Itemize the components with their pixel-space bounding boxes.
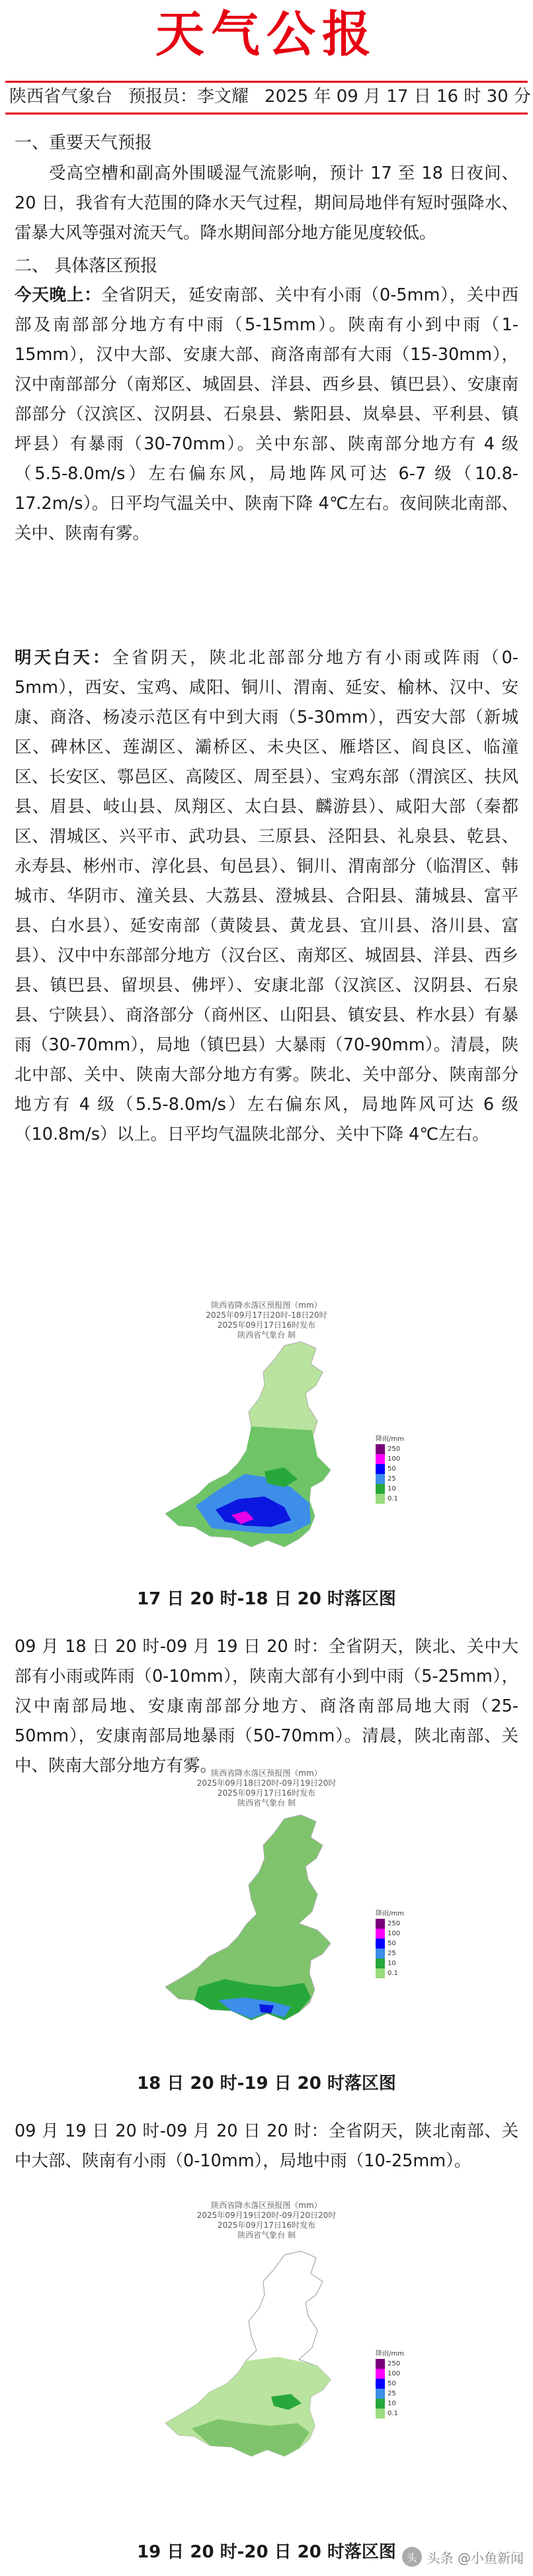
legend-swatch [376,2389,385,2399]
tomorrow-text: 全省阴天，陕北北部部分地方有小雨或阵雨（0-5mm），西安、宝鸡、咸阳、铜川、渭南、延安、榆林、汉中、安康、商洛、杨凌示范区有中到大雨（5-30mm），西安大部（新城区、碑林区、莲湖区、灞桥区、未央区、雁塔区、阎良区、临潼区、长安区、鄠邑区、高陵区、周至县）、宝鸡东部（渭滨区、扶风县、眉县、岐山县、凤翔区、太白县、麟游县）、咸阳大部（秦都区、渭城区、兴平市、武功县、三原县、泾阳县、礼泉县、乾县、永寿县、彬州市、淳化县、旬邑县）、铜川、渭南部分（临渭区、韩城市、华阴市、潼关县、大荔县、澄城县、合阳县、蒲城县、富平县、白水县）、延安南部（黄陵县、黄龙县、宜川县、洛川县、富县）、汉中中东部部分地方（汉台区、南郑区、城固县、洋县、西乡县、镇巴县、留坝县、佛坪）、安康北部（汉滨区、汉阴县、石泉县、宁陕县）、商洛部分（商州区、山阳县、镇安县、柞水县）有暴雨（30-70mm），局地（镇巴县）大暴雨（70-90mm）。清晨，陕北中部、关中、陕南大部分地方有雾。陕北、关中部分、陕南部分地方有 4 级（5.5-8.0m/s）左右偏东风，局地阵风可达 6 级（10.8m/s）以上。日平均气温陕北部分、关中下降 4℃左右。 [15,648,518,1144]
tonight-forecast [15,281,518,549]
legend-swatch [376,1474,385,1484]
legend-label: 50 [388,2380,396,2387]
forecaster-name: 预报员：李文耀 [128,87,249,107]
map-1-legend [376,1433,404,1504]
legend-swatch [376,2399,385,2409]
map-2-issue: 2025年09月17日16时发布 [217,1788,316,1798]
map-1-graphic [0,1301,533,1579]
legend-swatch [376,1929,385,1939]
map-2-caption: 18 日 20 时-19 日 20 时落区图 [137,2074,396,2093]
tomorrow-forecast [15,643,518,1150]
legend-label: 10 [388,1960,396,1967]
legend-label: 250 [388,1446,401,1453]
legend-scale [376,2359,404,2418]
legend-swatch [376,1939,385,1949]
tonight-text: 全省阴天，延安南部、关中有小雨（0-5mm），关中西部及南部部分地方有中雨（5-15mm）。陕南有小到中雨（1-15mm），汉中大部、安康大部、商洛南部有大雨（15-30mm），汉中南部部分（南郑区、城固县、洋县、西乡县、镇巴县）、安康南部部分（汉滨区、汉阴县、石泉县、紫阳县、岚皋县、平利县、镇坪县）有暴雨（30-70mm）。关中东部、陕南部分地方有 4 级（5.5-8.0m/s）左右偏东风，局地阵风可达 6-7 级（10.8-17.2m/s）。日平均气温关中、陕南下降 4℃左右。夜间陕北南部、关中、陕南有雾。 [15,285,518,543]
period3-forecast [15,2117,518,2176]
legend-swatch [376,1968,385,1978]
precip-map-3 [0,2201,533,2532]
legend-label: 10 [388,1485,396,1493]
legend-unit: 降雨/mm [376,1436,404,1443]
section1-body: 受高空槽和副高外围暖湿气流影响，预计 17 至 18 日夜间、20 日，我省有大范围的降水天气过程，期间局地伴有短时强降水、雷暴大风等强对流天气。降水期间部分地方能见度较低。 [15,163,518,243]
map-3-agency: 陕西省气象台 制 [237,2231,296,2240]
legend-label: 100 [388,1455,401,1463]
period2-label: 09 月 18 日 20 时-09 月 19 日 20 时： [15,1637,329,1657]
legend-label: 25 [388,1950,396,1957]
legend-swatch [376,1454,385,1464]
legend-swatch [376,1464,385,1474]
period3-label: 09 月 19 日 20 时-09 月 20 日 20 时： [15,2121,329,2141]
period2-text: 全省阴天，陕北、关中大部有小雨或阵雨（0-10mm），陕南大部有小到中雨（5-25mm），汉中南部局地、安康南部部分地方、商洛南部局地大雨（25-50mm），安康南部局地暴雨（50-70mm）。清晨，陕北南部、关中、陕南大部分地方有雾。 [15,1637,518,1776]
legend-label: 25 [388,1475,396,1483]
map-2-legend [376,1908,404,1978]
map-1-caption: 17 日 20 时-18 日 20 时落区图 [137,1589,396,1609]
legend-swatch [376,1444,385,1454]
legend-label: 0.1 [388,1970,398,1977]
map-3-caption: 19 日 20 时-20 日 20 时落区图 [137,2542,396,2562]
legend-label: 50 [388,1465,396,1473]
legend-label: 250 [388,1920,401,1927]
period3-text: 全省阴天，陕北南部、关中大部、陕南有小雨（0-10mm），局地中雨（10-25mm）。 [15,2121,518,2171]
map-3-period: 2025年09月19日20时-09月20日20时 [196,2211,337,2220]
map-3-issue: 2025年09月17日16时发布 [217,2221,316,2230]
map-1-issue: 2025年09月17日16时发布 [217,1320,316,1330]
legend-swatch [376,2359,385,2369]
precip-map-2 [0,1769,533,2065]
legend-swatch [376,2409,385,2418]
toutiao-logo-icon: 头 [402,2547,422,2567]
legend-label: 25 [388,2390,396,2397]
legend-label: 50 [388,1940,396,1947]
watermark-text: 头条 @小鱼新闻 [427,2550,524,2566]
tomorrow-label: 明天白天： [15,648,112,668]
legend-swatch [376,2379,385,2389]
agency-name: 陕西省气象台 [9,87,113,107]
legend-swatch [376,1484,385,1494]
legend-label: 10 [388,2400,396,2407]
legend-scale [376,1919,404,1978]
legend-swatch [376,1919,385,1929]
issue-time: 2025 年 09 月 17 日 16 时 30 分 [265,87,531,107]
legend-unit: 降雨/mm [376,1910,404,1917]
red-rule-bottom [5,113,528,115]
period2-forecast [15,1632,518,1781]
map-3-title: 陕西省降水落区预报图（mm） [211,2201,322,2210]
legend-label: 0.1 [388,2410,398,2417]
map-2-title: 陕西省降水落区预报图（mm） [211,1769,322,1778]
map-2-period: 2025年09月18日20时-09月19日20时 [196,1778,337,1788]
legend-label: 250 [388,2360,401,2368]
legend-label: 0.1 [388,1495,398,1502]
tonight-label: 今天晚上： [15,285,102,305]
map-3-graphic [0,2201,533,2532]
legend-swatch [376,1494,385,1504]
issue-info-row [9,85,531,109]
legend-swatch [376,1958,385,1968]
map-2-agency: 陕西省气象台 制 [237,1798,296,1808]
bulletin-title: 天气公报 [155,6,378,63]
red-rule-top [5,81,528,83]
map-1-period: 2025年09月17日20时-18日20时 [206,1311,327,1320]
legend-label: 100 [388,2370,401,2377]
precip-map-1 [0,1301,533,1579]
legend-swatch [376,2369,385,2379]
map-1-agency: 陕西省气象台 制 [237,1330,296,1340]
map-2-graphic [0,1769,533,2065]
legend-label: 100 [388,1930,401,1937]
section1-heading: 一、重要天气预报 [15,133,153,153]
section2-heading: 二、 具体落区预报 [15,256,158,276]
map-3-legend [376,2348,404,2418]
map-1-title: 陕西省降水落区预报图（mm） [211,1301,322,1310]
watermark [402,2547,524,2567]
legend-swatch [376,1949,385,1958]
legend-scale [376,1444,404,1504]
legend-unit: 降雨/mm [376,2350,404,2358]
